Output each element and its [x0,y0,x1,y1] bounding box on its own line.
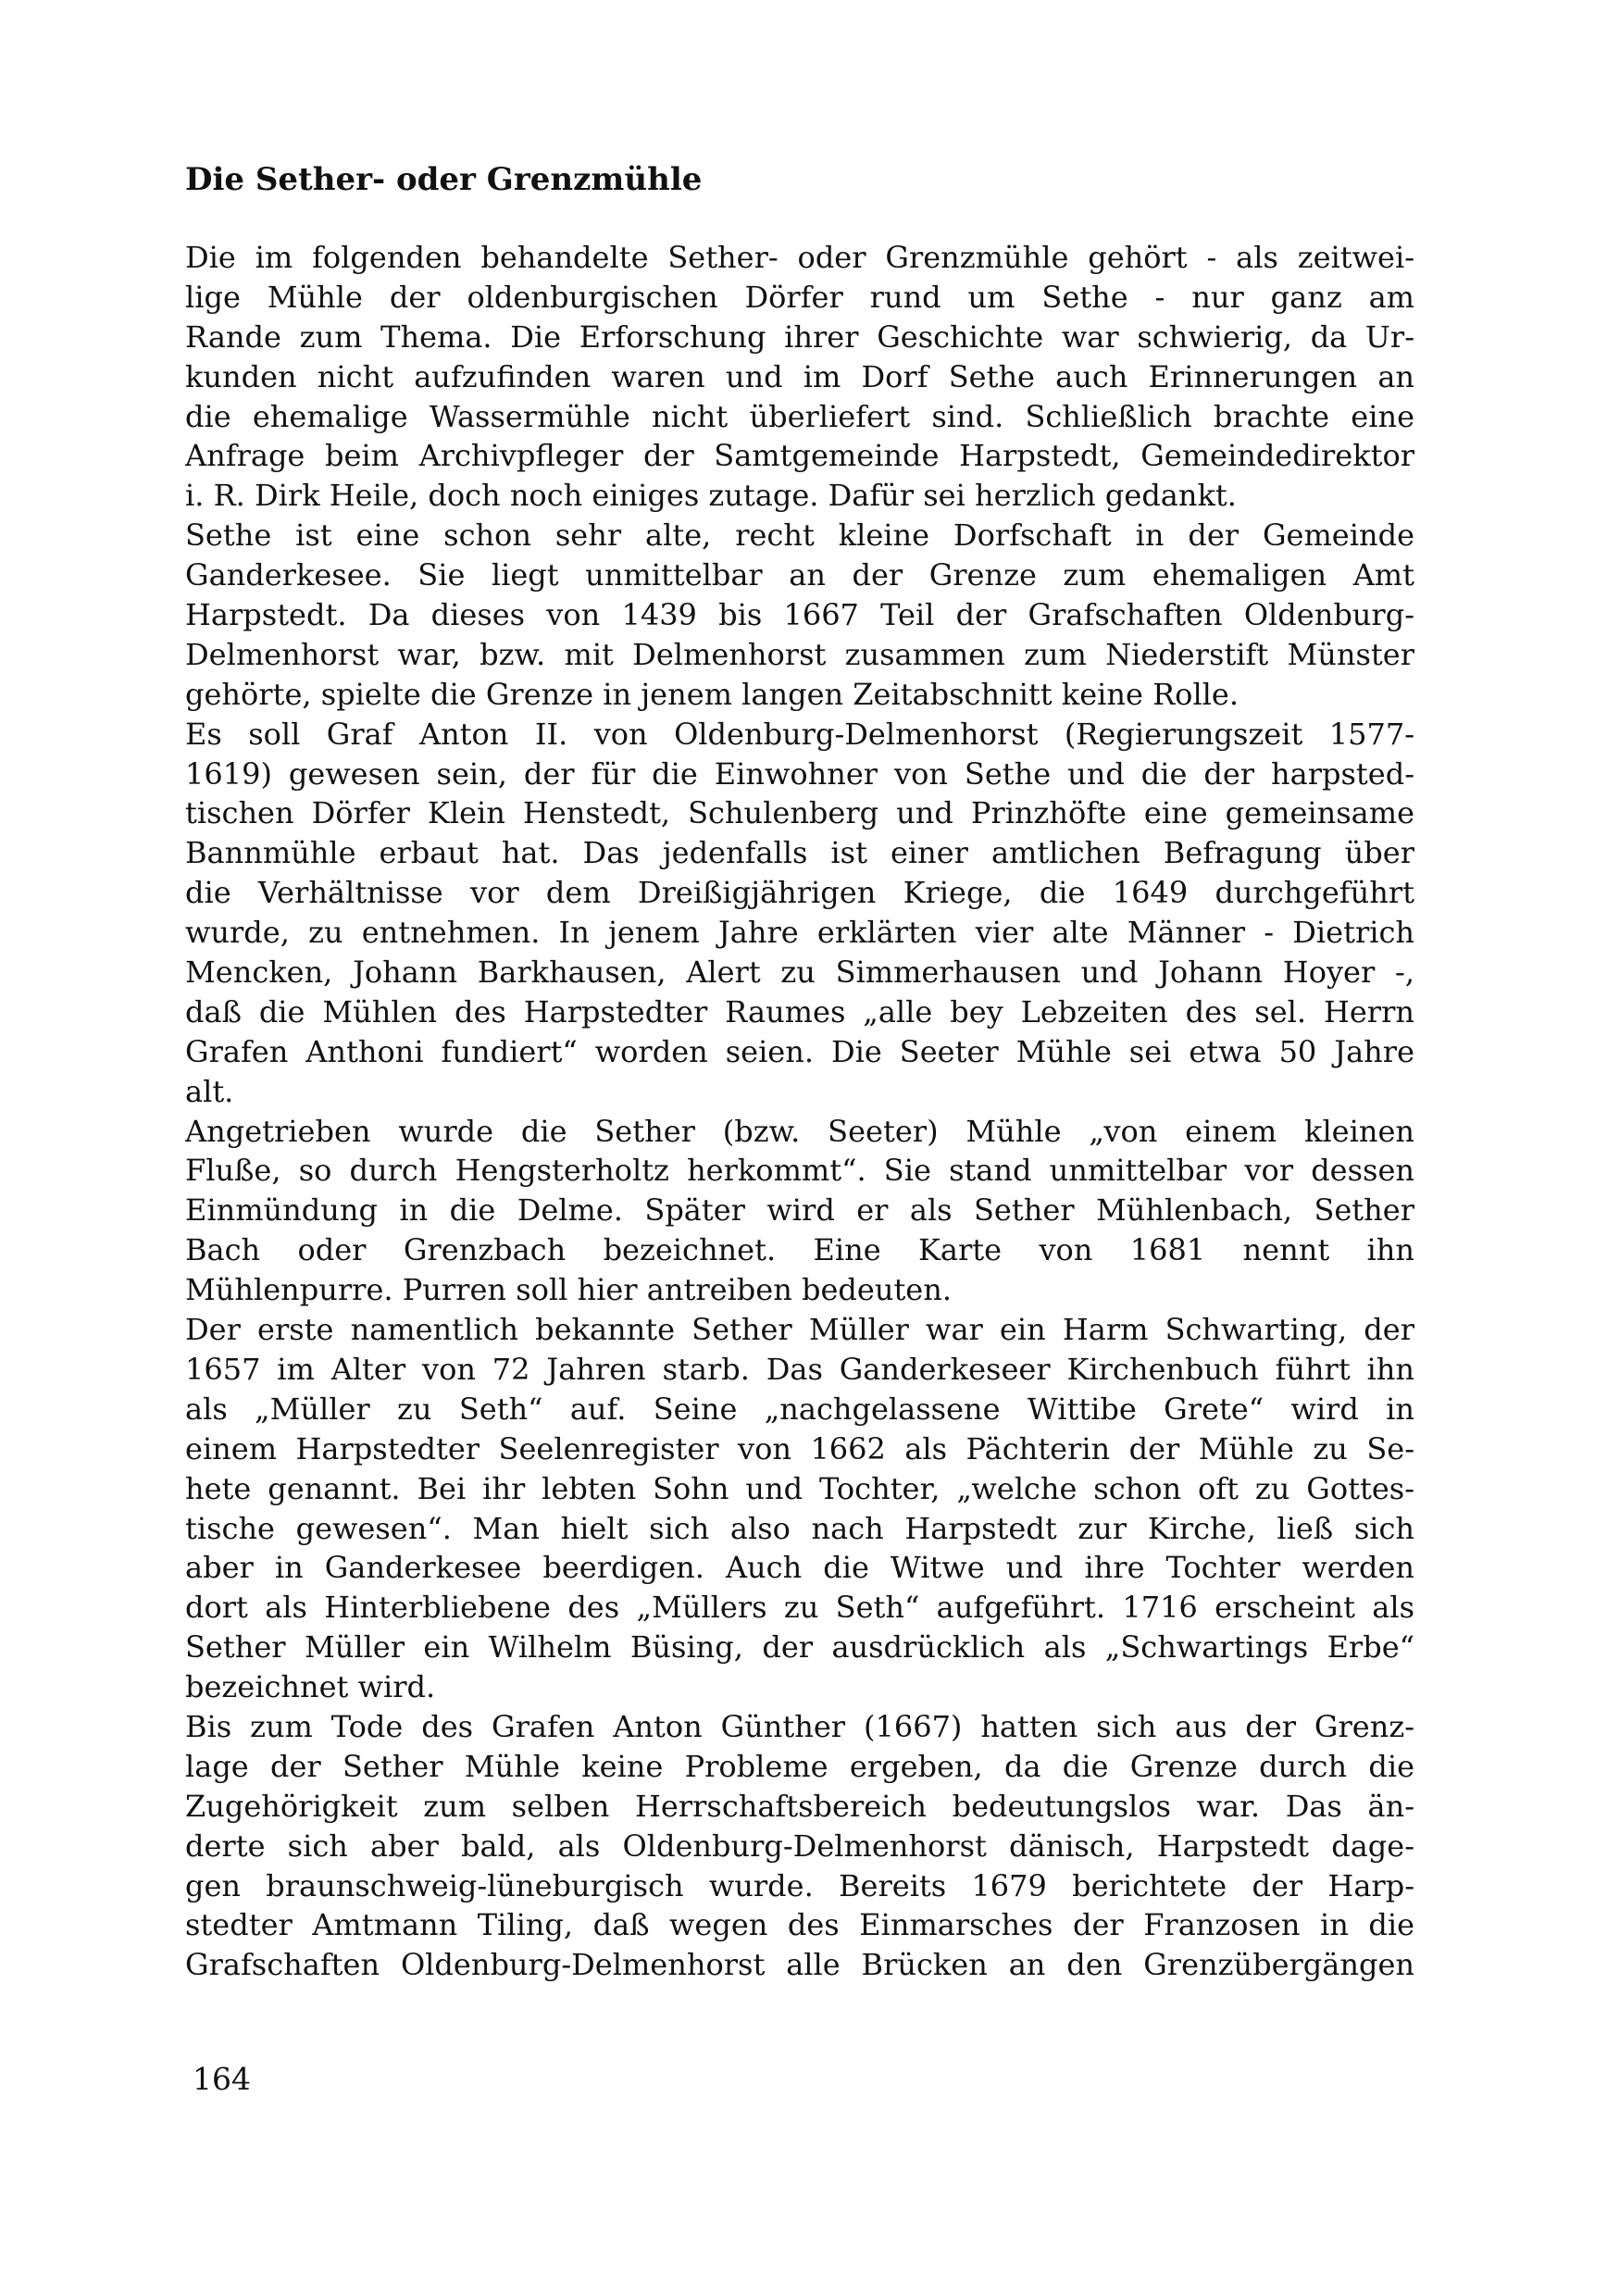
text-line: Grafen Anthoni fundiert“ worden seien. Die Seeter Mühle sei etwa 50 Jahre [185,1033,1414,1069]
text-line: Bach oder Grenzbach bezeichnet. Eine Karte von 1681 nennt ihn [185,1232,1414,1268]
text-line: lage der Sether Mühle keine Probleme ergeben, da die Grenze durch die [185,1748,1414,1784]
text-line: einem Harpstedter Seelenregister von 1662 als Pächterin der Mühle zu Se- [185,1430,1414,1466]
text-line: hete genannt. Bei ihr lebten Sohn und Tochter, „welche schon oft zu Gottes- [185,1470,1414,1506]
text-line: Delmenhorst war, bzw. mit Delmenhorst zusammen zum Niederstift Münster [185,636,1414,672]
text-line: Grafschaften Oldenburg-Delmenhorst alle Brücken an den Grenzübergängen [185,1947,1414,1983]
text-line: 1657 im Alter von 72 Jahren starb. Das Ganderkeseer Kirchenbuch führt ihn [185,1351,1414,1387]
text-line: Zugehörigkeit zum selben Herrschaftsbereich bedeutungslos war. Das än- [185,1788,1414,1824]
text-line: Anfrage beim Archivpfleger der Samtgemeinde Harpstedt, Gemeindedirektor [185,438,1414,474]
text-line: Einmündung in die Delme. Später wird er als Sether Mühlenbach, Sether [185,1192,1414,1229]
text-line: Sether Müller ein Wilhelm Büsing, der ausdrücklich als „Schwartings Erbe“ [185,1629,1414,1666]
text-line: Bis zum Tode des Grafen Anton Günther (1667) hatten sich aus der Grenz- [185,1708,1414,1744]
text-line: Ganderkesee. Sie liegt unmittelbar an der Grenze zum ehemaligen Amt [185,557,1414,593]
text-line: aber in Ganderkesee beerdigen. Auch die Witwe und ihre Tochter werden [185,1550,1414,1586]
text-line: Sethe ist eine schon sehr alte, recht kleine Dorfschaft in der Gemeinde [185,518,1414,554]
page-number: 164 [193,2061,251,2097]
text-line: Fluße, so durch Hengsterholtz herkommt“. Sie stand unmittelbar vor dessen [185,1153,1414,1189]
text-line: Bannmühle erbaut hat. Das jedenfalls ist einer amtlichen Befragung über [185,835,1414,871]
text-line: daß die Mühlen des Harpstedter Raumes „alle bey Lebzeiten des sel. Herrn [185,993,1414,1029]
text-line: Rande zum Thema. Die Erforschung ihrer Geschichte war schwierig, da Ur- [185,318,1414,355]
text-line: stedter Amtmann Tiling, daß wegen des Einmarsches der Franzosen in die [185,1907,1414,1943]
text-line: wurde, zu entnehmen. In jenem Jahre erklärten vier alte Männer - Dietrich [185,915,1414,951]
text-line: i. R. Dirk Heile, doch noch einiges zutage. Dafür sei herzlich gedankt. [185,478,1237,514]
text-line: Die im folgenden behandelte Sether- oder Grenzmühle gehört - als zeitwei- [185,240,1414,275]
text-line: alt. [185,1073,234,1109]
text-line: die ehemalige Wassermühle nicht überliefert sind. Schließlich brachte eine [185,398,1414,434]
text-line: die Verhältnisse vor dem Dreißigjährigen Kriege, die 1649 durchgeführt [185,875,1414,911]
text-line: dort als Hinterbliebene des „Müllers zu Seth“ aufgeführt. 1716 erscheint als [185,1590,1414,1626]
text-line: als „Müller zu Seth“ auf. Seine „nachgelassene Wittibe Grete“ wird in [185,1391,1414,1427]
text-line: lige Mühle der oldenburgischen Dörfer rund um Sethe - nur ganz am [185,279,1414,315]
text-line: kunden nicht aufzufinden waren und im Dorf Sethe auch Erinnerungen an [185,358,1414,394]
text-line: Angetrieben wurde die Sether (bzw. Seeter) Mühle „von einem kleinen [185,1113,1414,1149]
section-heading: Die Sether- oder Grenzmühle [185,161,703,198]
text-line: Es soll Graf Anton II. von Oldenburg-Delmenhorst (Regierungszeit 1577- [185,716,1414,752]
text-line: gehörte, spielte die Grenze in jenem langen Zeitabschnitt keine Rolle. [185,676,1240,712]
text-line: 1619) gewesen sein, der für die Einwohner von Sethe und die der harpsted- [185,755,1414,792]
text-line: bezeichnet wird. [185,1669,436,1705]
text-line: Der erste namentlich bekannte Sether Müller war ein Harm Schwarting, der [185,1312,1414,1348]
text-line: tische gewesen“. Man hielt sich also nach Harpstedt zur Kirche, ließ sich [185,1510,1414,1546]
text-line: Mencken, Johann Barkhausen, Alert zu Simmerhausen und Johann Hoyer -, [185,955,1414,991]
text-line: derte sich aber bald, als Oldenburg-Delmenhorst dänisch, Harpstedt dage- [185,1828,1414,1864]
text-line: Mühlenpurre. Purren soll hier antreiben bedeuten. [185,1272,953,1308]
text-line: tischen Dörfer Klein Henstedt, Schulenberg und Prinzhöfte eine gemeinsame [185,795,1414,831]
text-line: gen braunschweig-lüneburgisch wurde. Bereits 1679 berichtete der Harp- [185,1867,1414,1903]
text-line: Harpstedt. Da dieses von 1439 bis 1667 Teil der Grafschaften Oldenburg- [185,597,1414,633]
body-text [185,238,1414,1985]
